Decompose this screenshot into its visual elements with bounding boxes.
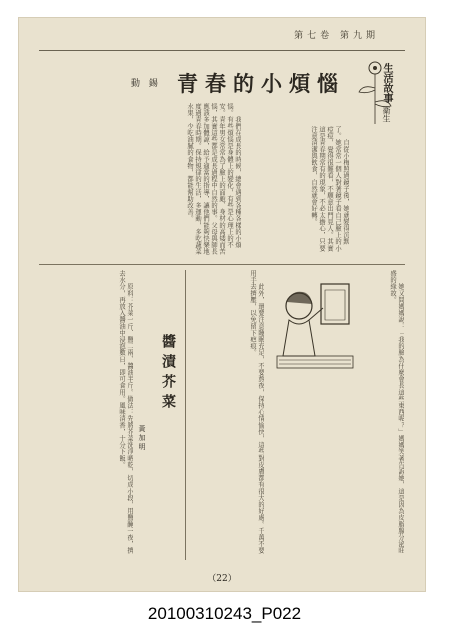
section-divider bbox=[39, 264, 405, 265]
text-column-middle-center: 此外，還要注意睡眠充足，不要熬夜，保持心情愉快，這些對皮膚都有很大的好處。千萬不要用手去擠壓，以免留下疤痕。 bbox=[249, 270, 264, 554]
text-column-middle-right: 她又問媽媽說：「我的臉為什麼會長這些東西呢？」媽媽笑著告訴她，這是因為皮脂腺分泌旺盛的緣故。 bbox=[389, 270, 404, 554]
recipe-title: 醬漬芥菜 bbox=[160, 334, 176, 414]
badge-sub: 衛生 bbox=[382, 106, 391, 123]
column-badge bbox=[355, 63, 393, 123]
header-rule bbox=[39, 50, 405, 51]
article-author: 動 錫 bbox=[131, 79, 161, 89]
issue-label: 第七卷 第九期 bbox=[294, 31, 379, 41]
image-caption: 20100310243_P022 bbox=[147, 604, 302, 623]
text-column-top-right: 自從小梅照過鏡子後，她就變得沉默了。她常常一個人對著鏡子看自己臉上的小痘痘，覺得很難看，不願意出門見人。其實這是青春期常有的現象，不必太擔心，只要注意清潔與飲食，自然就會好轉。 bbox=[310, 126, 349, 252]
magazine-page bbox=[18, 17, 426, 592]
girl-at-mirror-illustration bbox=[269, 276, 359, 371]
recipe-author: 黃加明 bbox=[138, 425, 146, 452]
text-column-top-left: 我們在成長的時候，總會遇到各種各樣的小煩惱。有些煩惱是身體上的變化，有些是心理上的不安。青年男女常常為了臉上的面皰、身材的高矮而苦惱，其實這些都是成長過程中自然的事。父母與師長應該多加體諒，給予適當的指導，讓他們能夠快樂地度過青春時期。保持規律的生活，多運動，多吃蔬菜水果，少吃油膩的食物，都能幫助改善。 bbox=[186, 103, 241, 255]
badge-main: 生活故事 bbox=[381, 63, 392, 103]
recipe-text: 原料：芥菜一斤、鹽二兩、醬油半斤。做法：先將芥菜洗淨晒乾，切成小段，用鹽醃一夜，擠去水分，再放入醬油中浸泡數日，即可食用。風味清香，十分下飯。 bbox=[118, 270, 133, 554]
page-number: （22） bbox=[207, 574, 237, 584]
recipe-divider bbox=[185, 270, 186, 560]
article-title: 青春的小煩惱 bbox=[177, 71, 345, 96]
